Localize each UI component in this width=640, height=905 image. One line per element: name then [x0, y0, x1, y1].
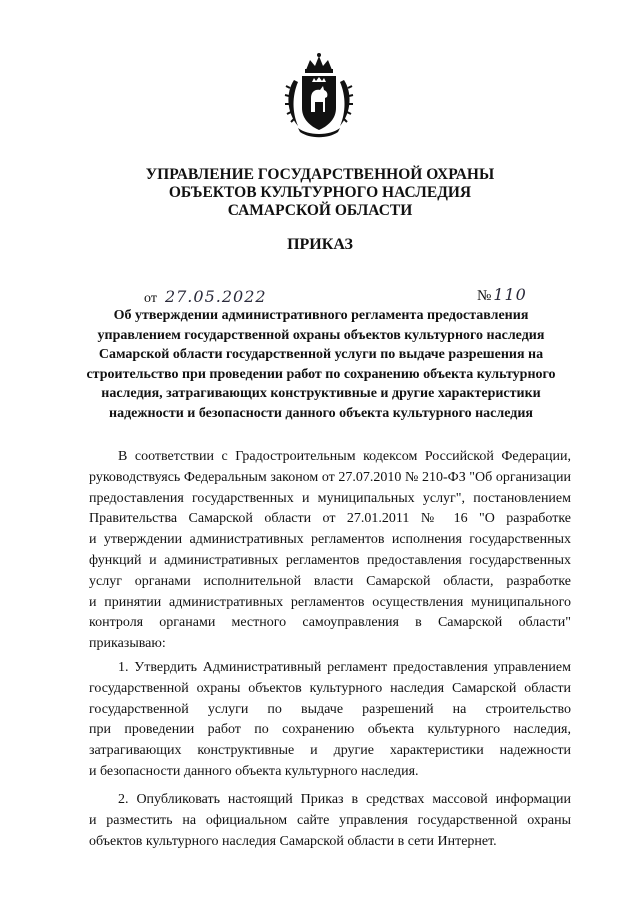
paragraph-line: предоставления государственных и муниципальных услуг", постановлением — [89, 490, 571, 506]
order-item-1 — [89, 658, 571, 783]
number-row — [477, 285, 527, 305]
org-line: ОБЪЕКТОВ КУЛЬТУРНОГО НАСЛЕДИЯ — [168, 184, 472, 201]
coat-of-arms-icon — [284, 52, 354, 140]
subject-line: надежности и безопасности данного объекта культурного наследия — [109, 405, 533, 421]
paragraph-line: объектов культурного наследия Самарской области в сети Интернет. — [89, 833, 497, 849]
paragraph-line: и разместить на официальном сайте управления государственной охраны — [89, 812, 571, 828]
paragraph-line: 2. Опубликовать настоящий Приказ в средствах массовой информации — [118, 792, 571, 807]
handwritten-number: 110 — [493, 285, 527, 304]
order-item-2 — [89, 790, 571, 852]
paragraph-line: приказываю: — [89, 636, 166, 652]
subject-line: строительство при проведении работ по сохранению объекта культурного — [86, 366, 556, 382]
paragraph-line: Правительства Самарской области от 27.01.2011 № 16 "О разработке — [89, 511, 571, 527]
paragraph-line: и безопасности данного объекта культурного наследия. — [89, 763, 419, 779]
paragraph-line: функций и административных регламентов предоставления государственных — [89, 552, 571, 568]
date-row — [144, 287, 267, 307]
subject-line: Об утверждении административного регламента предоставления — [113, 308, 529, 323]
paragraph-line: государственной услуги по выдаче разрешений на строительство — [89, 701, 571, 717]
organization-name — [0, 166, 640, 220]
org-line: САМАРСКОЙ ОБЛАСТИ — [227, 202, 413, 219]
paragraph-line: при проведении работ по сохранению объекта культурного наследия, — [89, 722, 571, 738]
paragraph-line: 1. Утвердить Административный регламент предоставления управлением — [118, 660, 571, 675]
paragraph-line: контроля органами местного самоуправления в Самарской области" — [89, 615, 571, 631]
subject-line: Самарской области государственной услуги по выдаче разрешения на — [98, 347, 544, 362]
subject-line: наследия, затрагивающих конструктивные и другие характеристики — [101, 386, 541, 401]
document-type: ПРИКАЗ — [287, 236, 353, 253]
paragraph-line: и принятии административных регламентов осуществления муниципального — [89, 594, 571, 610]
org-line: УПРАВЛЕНИЕ ГОСУДАРСТВЕННОЙ ОХРАНЫ — [145, 166, 495, 183]
document-subject — [80, 306, 562, 423]
preamble-paragraph — [89, 447, 571, 655]
paragraph-line: руководствуясь Федеральным законом от 27.07.2010 № 210-ФЗ "Об организации — [89, 469, 571, 485]
date-prefix: от — [144, 291, 157, 306]
paragraph-line: государственной охраны объектов культурного наследия Самарской области — [89, 680, 571, 696]
paragraph-line: и утверждении административных регламентов исполнения государственных — [89, 532, 571, 548]
number-prefix: № — [477, 288, 492, 304]
handwritten-date: 27.05.2022 — [164, 287, 267, 306]
paragraph-line: услуг органами исполнительной власти Самарской области, разработке — [89, 573, 571, 589]
paragraph-line: затрагивающих конструктивные и другие характеристики надежности — [89, 743, 571, 759]
subject-line: управлением государственной охраны объектов культурного наследия — [97, 327, 545, 343]
paragraph-line: В соответствии с Градостроительным кодексом Российской Федерации, — [118, 449, 571, 464]
